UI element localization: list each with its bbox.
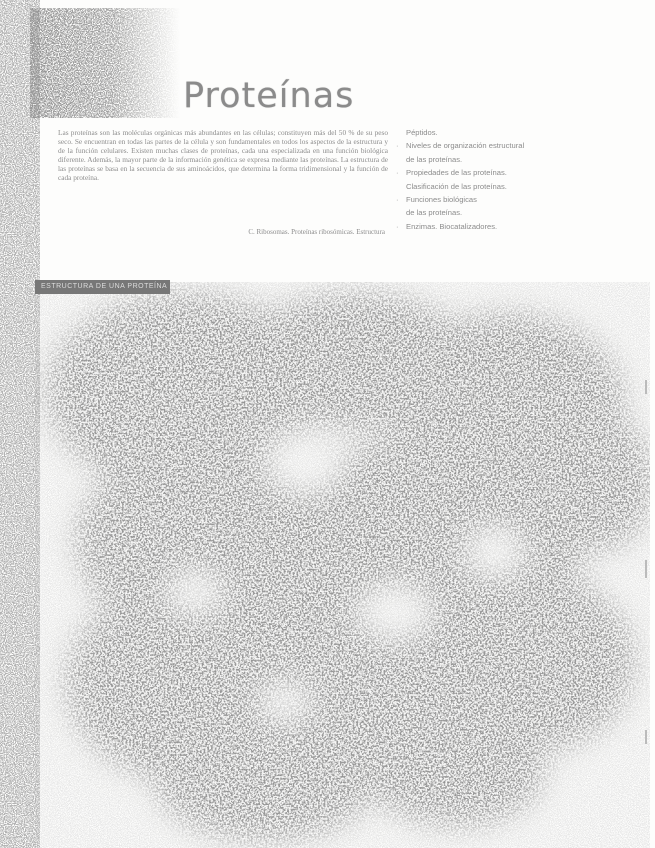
right-margin-tick [645, 380, 647, 394]
toc-item: · Propiedades de las proteínas. [402, 168, 592, 178]
toc-item: · Funciones biológicas [402, 195, 592, 205]
page-margin-mark: ∷ [5, 95, 11, 105]
right-margin-tick [645, 560, 647, 578]
toc-item: de las proteínas. [406, 154, 463, 164]
intro-caption: C. Ribosomas. Proteínas ribosómicas. Estructura [248, 228, 385, 236]
corner-texture-block [30, 8, 180, 118]
toc-item: Clasificación de las proteínas. [406, 181, 507, 191]
page-title: Proteínas [183, 76, 355, 116]
image-label-bar: ESTRUCTURA DE UNA PROTEÍNA [35, 280, 170, 294]
right-margin-tick [645, 730, 647, 744]
toc-item: · Enzimas. Biocatalizadores. [402, 222, 592, 232]
toc-item: de las proteínas. [406, 208, 463, 218]
toc-item: Péptidos. [406, 128, 438, 137]
chapter-contents-list [402, 128, 592, 235]
intro-paragraph: Las proteínas son las moléculas orgánicas más abundantes en las células; constituyen más del 50 % de su peso seco. Se encuentran en todas las partes de la célula y son fundamentales en todos los aspectos de la estructura y de la función celulares. Existen muchas clases de proteínas, cada una especializada en una función biológica diferente. Además, la mayor parte de la información genética se expresa mediante las proteínas. La estructura de las proteínas se basa en la secuencia de sus aminoácidos, que determina la forma tridimensional y la función de cada proteína. [58, 128, 388, 182]
left-edge-scan-noise [0, 0, 40, 848]
toc-item: · Niveles de organización estructural [402, 141, 592, 151]
protein-structure-image [35, 282, 650, 848]
